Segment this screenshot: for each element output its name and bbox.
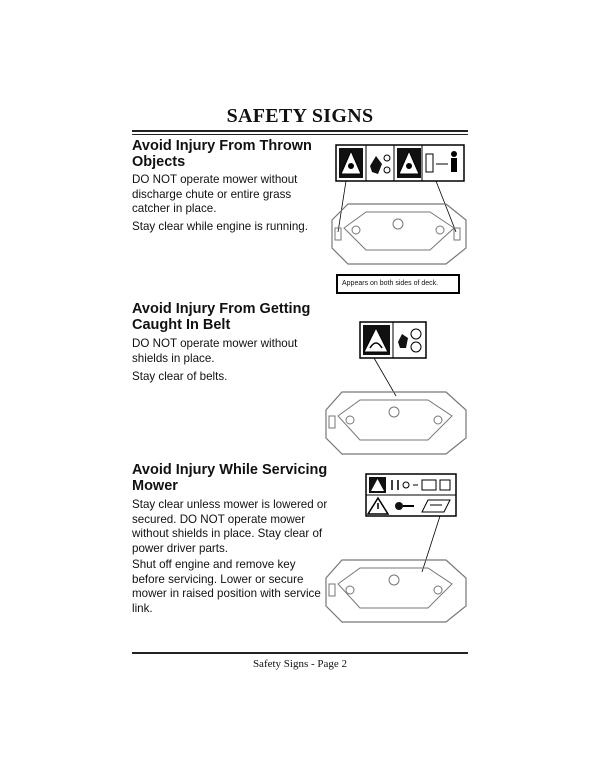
title-rule-thin bbox=[132, 134, 468, 135]
mower-deck-drawing bbox=[332, 204, 466, 264]
thrown-objects-sign-figure bbox=[326, 140, 471, 275]
section-paragraph: Stay clear of belts. bbox=[132, 370, 228, 383]
warning-triangle-icon bbox=[339, 148, 363, 178]
warning-triangle-icon bbox=[397, 148, 421, 178]
section-paragraph: Stay clear unless mower is lowered or secured. DO NOT operate mower without shields in place. Stay clear of power driver parts. bbox=[132, 498, 328, 555]
page-footer: Safety Signs - Page 2 bbox=[252, 658, 348, 670]
decal-location-caption: Appears on both sides of deck. bbox=[336, 274, 460, 294]
section-paragraph: Shut off engine and remove key before servicing. Lower or secure mower in raised position with service link. bbox=[132, 558, 321, 615]
section-heading-caught-in-belt: Avoid Injury From Getting Caught In Belt bbox=[132, 301, 311, 333]
footer-rule bbox=[132, 652, 468, 654]
title-rule-thick bbox=[132, 130, 468, 132]
servicing-sign-figure bbox=[322, 470, 470, 630]
section-heading-thrown-objects: Avoid Injury From Thrown Objects bbox=[132, 138, 312, 170]
mower-deck-drawing bbox=[326, 560, 466, 622]
entanglement-warning-icon bbox=[363, 325, 390, 355]
page-title: SAFETY SIGNS bbox=[226, 105, 374, 127]
section-paragraph: DO NOT operate mower without discharge chute or entire grass catcher in place. bbox=[132, 173, 298, 215]
section-paragraph: Stay clear while engine is running. bbox=[132, 220, 308, 233]
belt-sign-figure bbox=[322, 318, 470, 458]
section-heading-servicing-mower: Avoid Injury While Servicing Mower bbox=[132, 462, 328, 494]
section-paragraph: DO NOT operate mower without shields in place. bbox=[132, 337, 298, 365]
mower-deck-drawing bbox=[326, 392, 466, 454]
